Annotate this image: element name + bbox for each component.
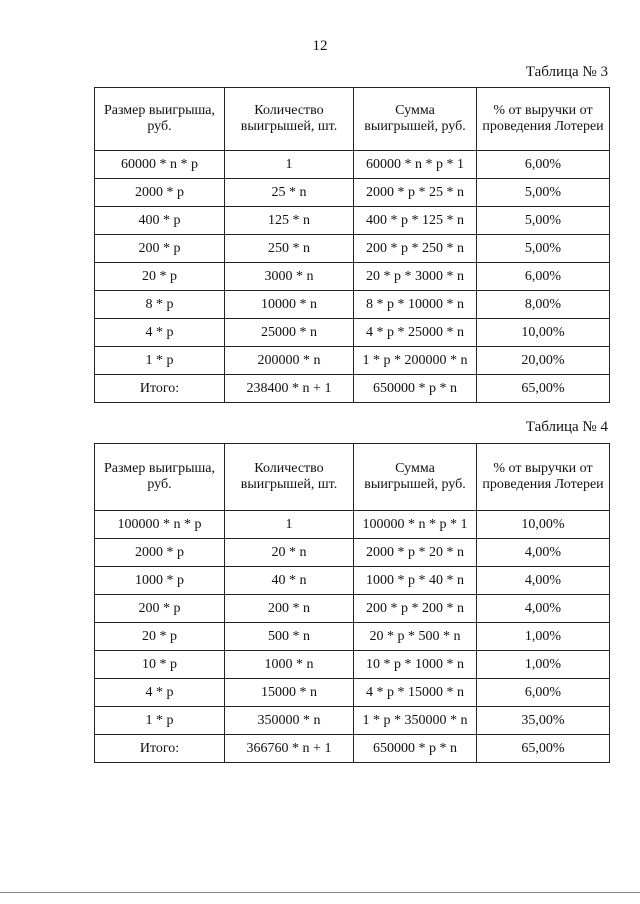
prize-count-cell: 366760 * n + 1 [225, 735, 354, 763]
table-row [95, 623, 610, 651]
table-row [95, 235, 610, 263]
prize-sum-cell: 20 * p * 500 * n [354, 623, 477, 651]
table-caption: Таблица № 4 [525, 419, 608, 435]
prize-size-cell: 1000 * p [95, 567, 225, 595]
total-row [95, 375, 610, 403]
revenue-percent-cell: 4,00% [477, 595, 610, 623]
table-row [95, 511, 610, 539]
prize-sum-cell: 2000 * p * 20 * n [354, 539, 477, 567]
column-header: Количество выигрышей, шт. [225, 444, 354, 511]
prize-sum-cell: 20 * p * 3000 * n [354, 263, 477, 291]
column-header: Сумма выигрышей, руб. [354, 88, 477, 151]
revenue-percent-cell: 65,00% [477, 375, 610, 403]
table-row [95, 707, 610, 735]
table-row [95, 651, 610, 679]
revenue-percent-cell: 10,00% [477, 511, 610, 539]
prize-table [94, 87, 610, 403]
table-row [95, 151, 610, 179]
revenue-percent-cell: 10,00% [477, 319, 610, 347]
table-header-row [95, 88, 610, 151]
prize-sum-cell: 1 * p * 350000 * n [354, 707, 477, 735]
prize-sum-cell: 60000 * n * p * 1 [354, 151, 477, 179]
prize-size-cell: 20 * p [95, 263, 225, 291]
prize-count-cell: 1000 * n [225, 651, 354, 679]
prize-count-cell: 1 [225, 151, 354, 179]
prize-sum-cell: 10 * p * 1000 * n [354, 651, 477, 679]
table-row [95, 595, 610, 623]
prize-sum-cell: 8 * p * 10000 * n [354, 291, 477, 319]
revenue-percent-cell: 5,00% [477, 235, 610, 263]
column-header: Количество выигрышей, шт. [225, 88, 354, 151]
column-header: Размер выигрыша, руб. [95, 444, 225, 511]
prize-size-cell: 4 * p [95, 319, 225, 347]
prize-size-cell: 2000 * p [95, 179, 225, 207]
prize-sum-cell: 400 * p * 125 * n [354, 207, 477, 235]
revenue-percent-cell: 1,00% [477, 651, 610, 679]
prize-size-cell: 400 * p [95, 207, 225, 235]
revenue-percent-cell: 6,00% [477, 679, 610, 707]
prize-size-cell: 1 * p [95, 707, 225, 735]
revenue-percent-cell: 6,00% [477, 263, 610, 291]
revenue-percent-cell: 35,00% [477, 707, 610, 735]
prize-count-cell: 1 [225, 511, 354, 539]
prize-count-cell: 40 * n [225, 567, 354, 595]
prize-size-cell: 60000 * n * p [95, 151, 225, 179]
prize-count-cell: 15000 * n [225, 679, 354, 707]
prize-table [94, 443, 610, 763]
table-row [95, 679, 610, 707]
scan-edge-line [0, 892, 640, 893]
table-header-row [95, 444, 610, 511]
prize-size-cell: 2000 * p [95, 539, 225, 567]
prize-count-cell: 10000 * n [225, 291, 354, 319]
column-header: % от выручки от проведения Лотереи [477, 88, 610, 151]
column-header: % от выручки от проведения Лотереи [477, 444, 610, 511]
prize-count-cell: 20 * n [225, 539, 354, 567]
prize-count-cell: 200000 * n [225, 347, 354, 375]
prize-sum-cell: 650000 * p * n [354, 375, 477, 403]
prize-count-cell: 25000 * n [225, 319, 354, 347]
prize-size-cell: 20 * p [95, 623, 225, 651]
table-row [95, 179, 610, 207]
revenue-percent-cell: 20,00% [477, 347, 610, 375]
prize-sum-cell: 650000 * p * n [354, 735, 477, 763]
prize-sum-cell: 1000 * p * 40 * n [354, 567, 477, 595]
table-row [95, 207, 610, 235]
prize-sum-cell: 100000 * n * p * 1 [354, 511, 477, 539]
prize-size-cell: 8 * p [95, 291, 225, 319]
revenue-percent-cell: 8,00% [477, 291, 610, 319]
prize-sum-cell: 2000 * p * 25 * n [354, 179, 477, 207]
table-row [95, 539, 610, 567]
prize-size-cell: Итого: [95, 375, 225, 403]
revenue-percent-cell: 1,00% [477, 623, 610, 651]
table-row [95, 567, 610, 595]
prize-size-cell: 200 * p [95, 235, 225, 263]
revenue-percent-cell: 6,00% [477, 151, 610, 179]
prize-size-cell: 1 * p [95, 347, 225, 375]
revenue-percent-cell: 5,00% [477, 179, 610, 207]
prize-sum-cell: 200 * p * 250 * n [354, 235, 477, 263]
table-row [95, 263, 610, 291]
page-number: 12 [312, 38, 328, 54]
revenue-percent-cell: 4,00% [477, 567, 610, 595]
table-row [95, 347, 610, 375]
total-row [95, 735, 610, 763]
prize-count-cell: 250 * n [225, 235, 354, 263]
prize-count-cell: 200 * n [225, 595, 354, 623]
table-row [95, 291, 610, 319]
prize-sum-cell: 1 * p * 200000 * n [354, 347, 477, 375]
prize-count-cell: 125 * n [225, 207, 354, 235]
prize-sum-cell: 4 * p * 15000 * n [354, 679, 477, 707]
prize-count-cell: 238400 * n + 1 [225, 375, 354, 403]
column-header: Сумма выигрышей, руб. [354, 444, 477, 511]
revenue-percent-cell: 5,00% [477, 207, 610, 235]
table-caption: Таблица № 3 [525, 64, 608, 80]
prize-sum-cell: 200 * p * 200 * n [354, 595, 477, 623]
revenue-percent-cell: 4,00% [477, 539, 610, 567]
prize-count-cell: 500 * n [225, 623, 354, 651]
table-row [95, 319, 610, 347]
revenue-percent-cell: 65,00% [477, 735, 610, 763]
prize-sum-cell: 4 * p * 25000 * n [354, 319, 477, 347]
prize-count-cell: 3000 * n [225, 263, 354, 291]
prize-size-cell: 4 * p [95, 679, 225, 707]
column-header: Размер выигрыша, руб. [95, 88, 225, 151]
prize-count-cell: 350000 * n [225, 707, 354, 735]
prize-count-cell: 25 * n [225, 179, 354, 207]
prize-size-cell: 200 * p [95, 595, 225, 623]
prize-size-cell: 10 * p [95, 651, 225, 679]
prize-size-cell: Итого: [95, 735, 225, 763]
prize-size-cell: 100000 * n * p [95, 511, 225, 539]
